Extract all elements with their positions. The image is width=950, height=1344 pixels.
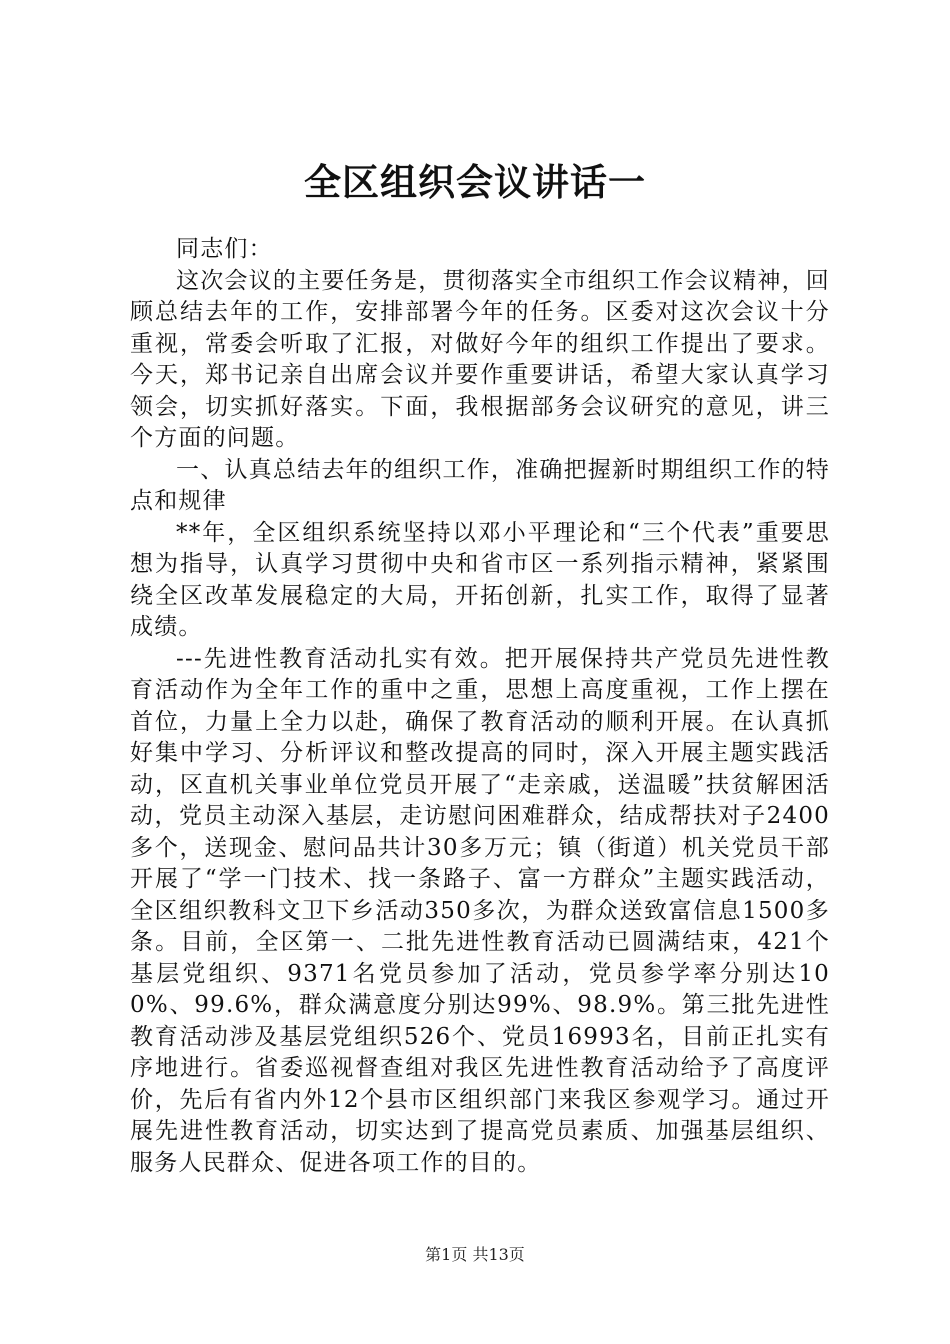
document-body <box>130 234 830 1179</box>
page-number-footer: 第1页 共13页 <box>425 1245 525 1264</box>
paragraph-intro: 这次会议的主要任务是，贯彻落实全市组织工作会议精神，回顾总结去年的工作，安排部署今年的任务。区委对这次会议十分重视，常委会听取了汇报，对做好今年的组织工作提出了要求。今天，郑书记亲自出席会议并要作重要讲话，希望大家认真学习领会，切实抓好落实。下面，我根据部务会议研究的意见，讲三个方面的问题。 <box>130 267 830 451</box>
paragraph-summary: **年，全区组织系统坚持以邓小平理论和“三个代表”重要思想为指导，认真学习贯彻中央和省市区一系列指示精神，紧紧围绕全区改革发展稳定的大局，开拓创新，扎实工作，取得了显著成绩。 <box>130 519 830 640</box>
section-heading-1: 一、认真总结去年的组织工作，准确把握新时期组织工作的特点和规律 <box>130 456 830 514</box>
paragraph-salutation: 同志们： <box>176 236 273 262</box>
paragraph-education-activity: ---先进性教育活动扎实有效。把开展保持共产党员先进性教育活动作为全年工作的重中之重，思想上高度重视，工作上摆在首位，力量上全力以赴，确保了教育活动的顺利开展。在认真抓好集中学习、分析评议和整改提高的同时，深入开展主题实践活动，区直机关事业单位党员开展了“走亲戚，送温暖”扶贫解困活动，党员主动深入基层，走访慰问困难群众，结成帮扶对子2400多个，送现金、慰问品共计30多万元；镇（街道）机关党员干部开展了“学一门技术、找一条路子、富一方群众”主题实践活动，全区组织教科文卫下乡活动350多次，为群众送致富信息1500多条。目前，全区第一、二批先进性教育活动已圆满结束，421个基层党组织、9371名党员参加了活动，党员参学率分别达100%、99.6%，群众满意度分别达99%、98.9%。第三批先进性教育活动涉及基层党组织526个、党员16993名，目前正扎实有序地进行。省委巡视督查组对我区先进性教育活动给予了高度评价，先后有省内外12个县市区组织部门来我区参观学习。通过开展先进性教育活动，切实达到了提高党员素质、加强基层组织、服务人民群众、促进各项工作的目的。 <box>130 645 830 1176</box>
document-title: 全区组织会议讲话一 <box>304 160 646 204</box>
